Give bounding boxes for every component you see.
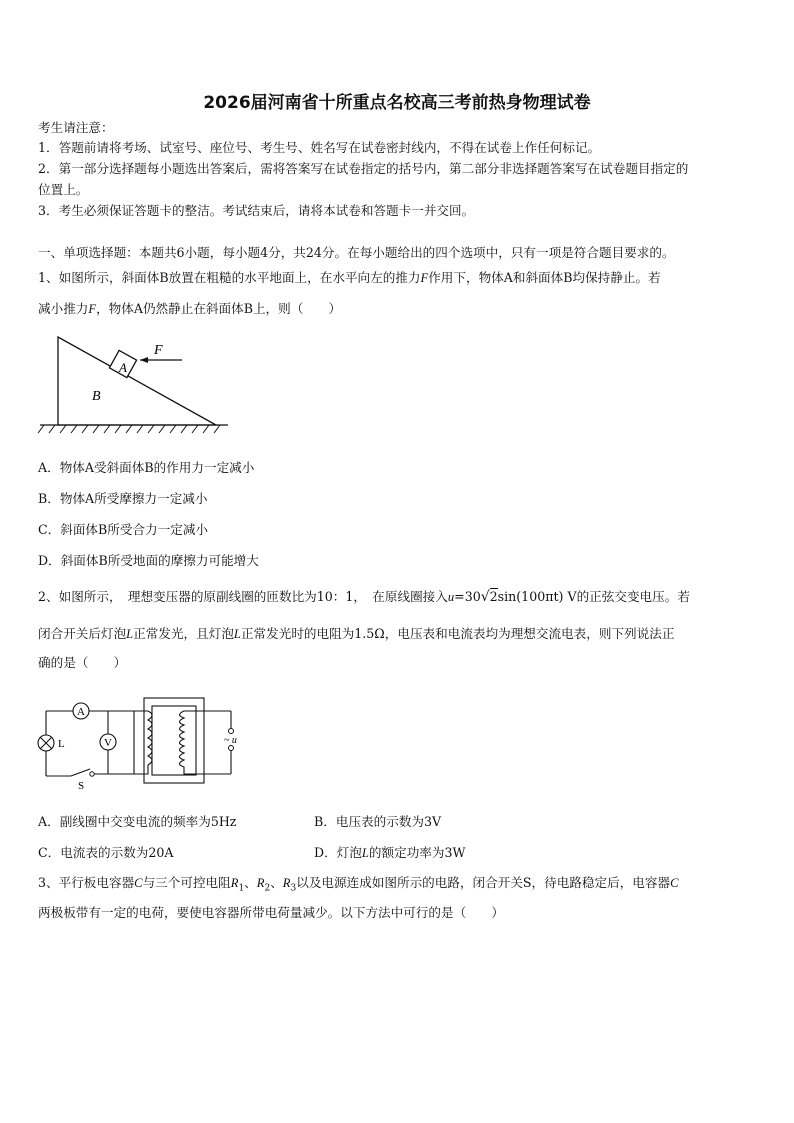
section-heading: 一、单项选择题：本题共6小题，每小题4分，共24分。在每小题给出的四个选项中，只有一项是符合题目要求的。 [38, 245, 675, 260]
q1-option-d: D．斜面体B所受地面的摩擦力可能增大 [38, 553, 259, 568]
page-title: 2026届河南省十所重点名校高三考前热身物理试卷 [203, 93, 591, 113]
incline-block-b [58, 337, 216, 425]
switch-label: S [78, 780, 85, 790]
q2-option-c: C．电流表的示数为20A [38, 845, 174, 860]
ground-hatch [38, 425, 220, 433]
notice-item-2-cont: 位置上。 [38, 182, 89, 197]
source-terminal-bottom [229, 746, 234, 751]
svg-text:A: A [77, 706, 85, 718]
q2-option-a: A．副线圈中交变电流的频率为5Hz [38, 814, 237, 829]
q1-figure [36, 332, 231, 437]
q2-circuit-figure [36, 690, 251, 790]
q2-stem-line1: 2、如图所示， 理想变压器的原副线圈的匝数比为10：1， 在原线圈接入u=30√2sin(100πt) V的正弦交变电压。若 [38, 589, 690, 605]
q2-option-d: D．灯泡L的额定功率为3W [314, 845, 466, 860]
sqrt-sign: √ [480, 589, 490, 605]
q3-stem-line1: 3、平行板电容器C与三个可控电阻$R_1$、$R_2$、$R_3$以及电源连成如图所示的电路，闭合开关S，待电路稳定后，电容器C [38, 875, 679, 894]
q1-stem-line1: 1、如图所示，斜面体B放置在粗糙的水平地面上，在水平向左的推力F作用下，物体A和斜面体B均保持静止。若 [38, 270, 661, 285]
secondary-coil [134, 711, 152, 774]
force-arrowhead [140, 357, 148, 363]
q1-stem-line2: 减小推力F，物体A仍然静止在斜面体B上，则（ ） [38, 301, 342, 316]
svg-text:V: V [104, 737, 112, 749]
notice-item-3: 3．考生必须保证答题卡的整洁。考试结束后，请将本试卷和答题卡一并交回。 [38, 203, 475, 218]
source-label: ~ u [224, 735, 237, 746]
q1-option-a: A．物体A受斜面体B的作用力一定减小 [38, 460, 255, 475]
q1-option-b: B．物体A所受摩擦力一定减小 [38, 491, 208, 506]
label-b: B [92, 389, 101, 404]
lamp-label: L [58, 738, 65, 750]
q1-option-c: C．斜面体B所受合力一定减小 [38, 522, 209, 537]
q2-stem-line2: 闭合开关后灯泡L正常发光，且灯泡L正常发光时的电阻为1.5Ω，电压表和电流表均为理想交流电表，则下列说法正 [38, 626, 675, 641]
primary-coil [180, 711, 205, 774]
notice-item-1: 1．答题前请将考场、试室号、座位号、考生号、姓名写在试卷密封线内，不得在试卷上作任何标记。 [38, 140, 601, 155]
source-terminal-top [229, 729, 234, 734]
switch-contact [90, 772, 94, 776]
label-a: A [119, 360, 127, 375]
q3-stem-line2: 两极板带有一定的电荷，要使电容器所带电荷量减少。以下方法中可行的是（ ） [38, 905, 504, 920]
q2-stem-line3: 确的是（ ） [38, 655, 127, 670]
notice-item-2: 2．第一部分选择题每小题选出答案后，需将答案写在试卷指定的括号内，第二部分非选择题答案写在试卷题目指定的 [38, 161, 689, 176]
notice-heading: 考生请注意： [38, 120, 114, 135]
q2-option-b: B．电压表的示数为3V [314, 814, 442, 829]
label-f: F [154, 343, 163, 358]
lamp-icon [38, 735, 54, 751]
